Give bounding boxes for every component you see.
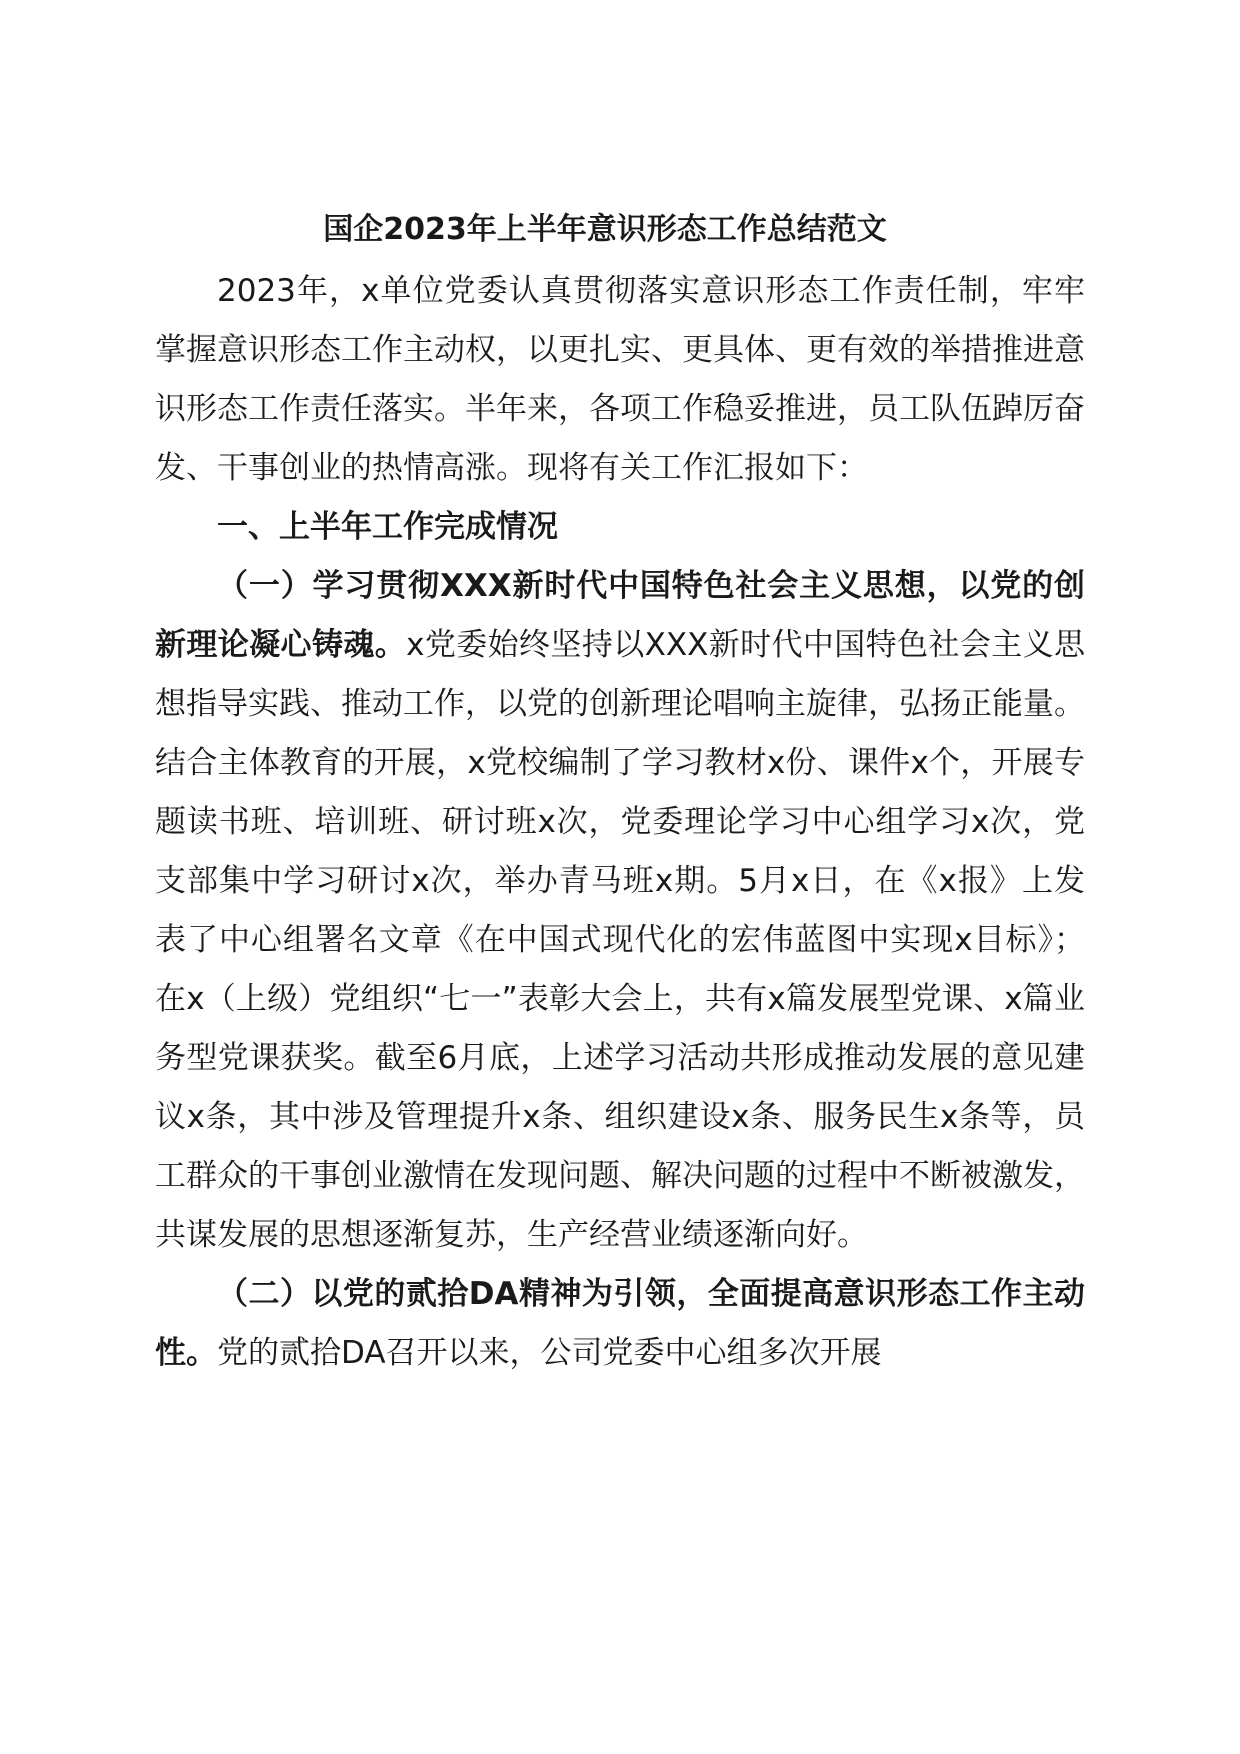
subsection-2-lead: （二）以党的贰拾DA精神为引领，全面提高意识形态工作主动性。 [155,1276,1085,1371]
subsection-1-body: x党委始终坚持以XXX新时代中国特色社会主义思想指导实践、推动工作，以党的创新理论唱响主旋律，弘扬正能量。结合主体教育的开展，x党校编制了学习教材x份、课件x个，开展专题读书班、培训班、研讨班x次，党委理论学习中心组学习x次，党支部集中学习研讨x次，举办青马班x期。5月x日，在《x报》上发表了中心组署名文章《在中国式现代化的宏伟蓝图中实现x目标》；在x（上级）党组织“七一”表彰大会上，共有x篇发展型党课、x篇业务型党课获奖。截至6月底，上述学习活动共形成推动发展的意见建议x条，其中涉及管理提升x条、组织建设x条、服务民生x条等，员工群众的干事创业激情在发现问题、解决问题的过程中不断被激发，共谋发展的思想逐渐复苏，生产经营业绩逐渐向好。 [155,627,1085,1253]
subsection-2-paragraph [155,1265,1085,1383]
document-title: 国企2023年上半年意识形态工作总结范文 [323,212,887,247]
intro-paragraph: 2023年，x单位党委认真贯彻落实意识形态工作责任制，牢牢掌握意识形态工作主动权，以更扎实、更具体、更有效的举措推进意识形态工作责任落实。半年来，各项工作稳妥推进，员工队伍踔厉奋发、干事创业的热情高涨。现将有关工作汇报如下： [155,273,1085,486]
subsection-1-paragraph [155,557,1085,1265]
subsection-2-body: 党的贰拾DA召开以来，公司党委中心组多次开展 [217,1335,882,1371]
document-body [155,210,1085,1383]
section-heading-1: 一、上半年工作完成情况 [217,509,558,545]
subsection-1-lead: （一）学习贯彻XXX新时代中国特色社会主义思想，以党的创新理论凝心铸魂。 [155,568,1085,663]
